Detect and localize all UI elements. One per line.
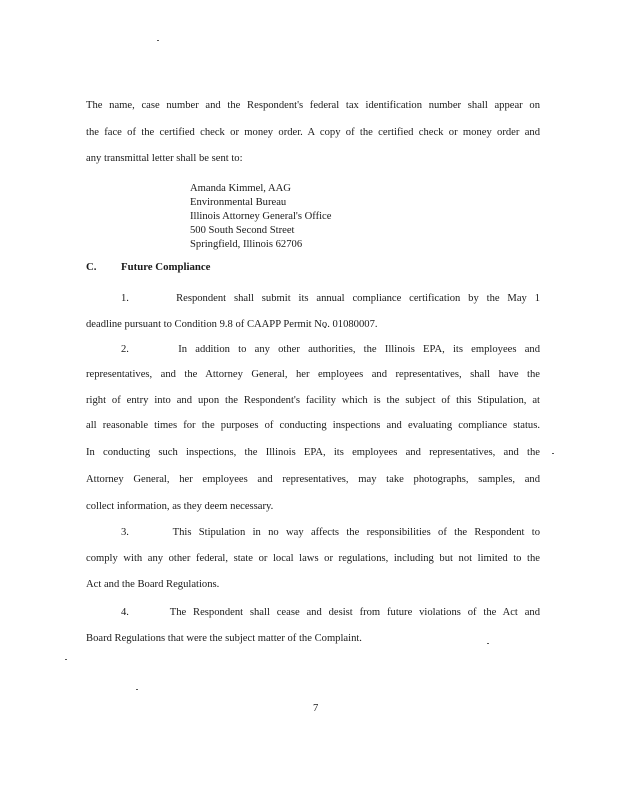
scan-speck — [487, 643, 489, 644]
address-line: Illinois Attorney General's Office — [190, 211, 332, 222]
section-title: Future Compliance — [121, 261, 211, 273]
paragraph-4-line: Board Regulations that were the subject matter of the Complaint. — [86, 633, 362, 644]
paragraph-2-line: In conducting such inspections, the Illinois EPA, its employees and representatives, and the — [86, 447, 540, 458]
paragraph-4-line: 4. The Respondent shall cease and desist from future violations of the Act and — [121, 607, 540, 618]
paragraph-1-line: 1. Respondent shall submit its annual compliance certification by the May 1 — [121, 293, 540, 304]
address-line: Environmental Bureau — [190, 197, 287, 208]
address-line: 500 South Second Street — [190, 225, 295, 236]
paragraph-2-line: representatives, and the Attorney General, her employees and representatives, shall have the — [86, 369, 540, 380]
paragraph-3-line: comply with any other federal, state or local laws or regulations, including but not limited to the — [86, 553, 540, 564]
intro-line: The name, case number and the Respondent's federal tax identification number shall appear on — [86, 100, 540, 111]
paragraph-3-line: Act and the Board Regulations. — [86, 579, 220, 590]
address-line: Springfield, Illinois 62706 — [190, 239, 303, 250]
page-number: 7 — [313, 703, 319, 714]
paragraph-2-line: all reasonable times for the purposes of conducting inspections and evaluating compliance status. — [86, 420, 540, 431]
scan-speck — [65, 659, 67, 660]
paragraph-3-line: 3. This Stipulation in no way affects the responsibilities of the Respondent to — [121, 527, 540, 538]
scan-speck — [552, 453, 554, 454]
address-line: Amanda Kimmel, AAG — [190, 183, 291, 194]
intro-line: the face of the certified check or money order. A copy of the certified check or money order and — [86, 127, 540, 138]
scan-speck — [157, 40, 159, 41]
section-letter: C. — [86, 261, 97, 273]
paragraph-2-line: right of entry into and upon the Respondent's facility which is the subject of this Stipulation, at — [86, 395, 540, 406]
scan-speck — [136, 689, 138, 690]
paragraph-2-line: collect information, as they deem necessary. — [86, 501, 274, 512]
paragraph-2-line: 2. In addition to any other authorities, the Illinois EPA, its employees and — [121, 344, 540, 355]
paragraph-2-line: Attorney General, her employees and representatives, may take photographs, samples, and — [86, 474, 540, 485]
intro-line: any transmittal letter shall be sent to: — [86, 153, 243, 164]
paragraph-1-line: deadline pursuant to Condition 9.8 of CAAPP Permit No. 01080007. — [86, 319, 378, 330]
